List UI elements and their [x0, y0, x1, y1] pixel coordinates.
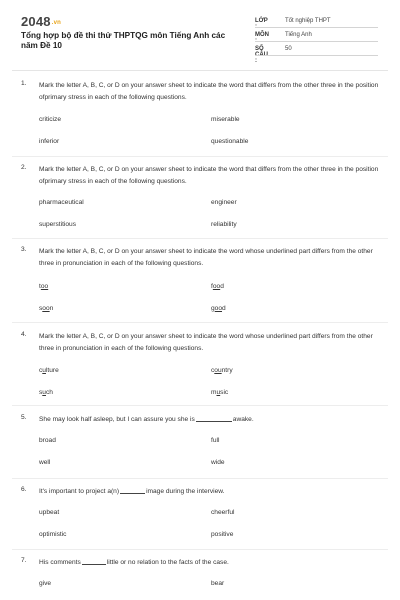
meta-subject-value: Tiếng Anh	[285, 32, 312, 38]
option-text-post: ch	[45, 389, 53, 396]
underlined-part: oo	[42, 305, 50, 312]
underlined-part: u	[42, 389, 46, 396]
option-text-post: d	[220, 283, 224, 290]
option-d[interactable]: questionable	[211, 138, 249, 145]
option-text-pre: m	[211, 389, 217, 396]
option-c[interactable]	[39, 305, 53, 312]
underlined-part: oo	[212, 283, 221, 290]
answer-blank	[196, 421, 232, 422]
underlined-part: ou	[214, 367, 222, 374]
option-b[interactable]: full	[211, 437, 220, 444]
question-number: 6.	[21, 486, 27, 493]
option-b[interactable]: bear	[211, 580, 225, 587]
option-text-pre: c	[211, 367, 215, 374]
option-c[interactable]	[39, 389, 53, 396]
option-a[interactable]	[39, 283, 48, 290]
question-text: Mark the letter A, B, C, or D on your answer sheet to indicate the word whose underlined part differs from the other three in pronunciation in each of the following questions.	[39, 248, 373, 267]
question-text: Mark the letter A, B, C, or D on your answer sheet to indicate the word that differs from the other three in the position ofprimary stress in each of the following questions.	[39, 166, 379, 185]
meta-divider	[255, 55, 378, 56]
meta-class-value: Tốt nghiệp THPT	[285, 18, 331, 24]
header-divider	[12, 70, 388, 71]
option-d[interactable]: positive	[211, 531, 234, 538]
question-text-after-blank: little or no relation to the facts of the case.	[106, 559, 229, 566]
option-a[interactable]: upbeat	[39, 509, 60, 516]
answer-blank	[120, 493, 145, 494]
question-text: Mark the letter A, B, C, or D on your answer sheet to indicate the word that differs from the other three in the position ofprimary stress in each of the following questions.	[39, 82, 379, 101]
option-text-pre: s	[39, 305, 43, 312]
question-number: 2.	[21, 164, 27, 171]
question-number: 7.	[21, 557, 27, 564]
option-text-post: lture	[45, 367, 59, 374]
question-text	[39, 486, 384, 498]
option-text-post: ntry	[221, 367, 233, 374]
option-b[interactable]: engineer	[211, 199, 237, 206]
underlined-part: oo	[214, 305, 223, 312]
option-text-pre: s	[39, 389, 43, 396]
option-a[interactable]: pharmaceutical	[39, 199, 84, 206]
option-text-pre: t	[39, 283, 41, 290]
option-text-post: n	[49, 305, 54, 312]
question-text-before-blank: She may look half asleep, but I can assure you she is	[39, 416, 195, 423]
underlined-part: u	[216, 389, 221, 396]
meta-subject-key: MÔN	[255, 32, 269, 38]
question-divider	[12, 405, 388, 406]
option-text-post: sic	[220, 389, 229, 396]
question-number: 5.	[21, 414, 27, 421]
question-text-after-blank: image during the interview.	[146, 488, 225, 495]
meta-count-value: 50	[285, 46, 292, 52]
option-b[interactable]: miserable	[211, 116, 240, 123]
option-text-pre: f	[211, 283, 213, 290]
underlined-part: oo	[40, 283, 49, 290]
option-d[interactable]: reliability	[211, 221, 237, 228]
question-divider	[12, 478, 388, 479]
option-b[interactable]	[211, 367, 233, 374]
option-d[interactable]	[211, 389, 228, 396]
option-text-pre: g	[211, 305, 215, 312]
question-text-before-blank: It's important to project a(n)	[39, 488, 120, 495]
option-c[interactable]: well	[39, 459, 51, 466]
meta-divider	[255, 41, 378, 42]
document-title: Tổng hợp bộ đề thi thử THPTQG môn Tiếng Anh các năm Đề 10	[21, 31, 226, 50]
logo-main: 2048	[21, 14, 51, 29]
question-number: 4.	[21, 331, 27, 338]
question-text-before-blank: His comments	[39, 559, 81, 566]
option-a[interactable]	[39, 367, 59, 374]
question-number: 1.	[21, 80, 27, 87]
option-d[interactable]: wide	[211, 459, 225, 466]
question-text	[39, 414, 384, 426]
option-b[interactable]: cheerful	[211, 509, 235, 516]
option-d[interactable]	[211, 305, 226, 312]
question-text-after-blank: awake.	[232, 416, 254, 423]
option-a[interactable]: broad	[39, 437, 56, 444]
logo[interactable]	[21, 14, 61, 29]
question-text	[39, 557, 384, 569]
logo-sub: .vn	[51, 20, 62, 26]
meta-divider	[255, 27, 378, 28]
question-divider	[12, 156, 388, 157]
question-divider	[12, 238, 388, 239]
header	[0, 0, 400, 70]
question-divider	[12, 322, 388, 323]
question-number: 3.	[21, 246, 27, 253]
answer-blank	[82, 564, 106, 565]
meta-class-key: LỚP	[255, 18, 268, 24]
option-a[interactable]: criticize	[39, 116, 61, 123]
option-text-post: d	[222, 305, 226, 312]
option-b[interactable]	[211, 283, 224, 290]
option-c[interactable]: superstitious	[39, 221, 77, 228]
question-text: Mark the letter A, B, C, or D on your answer sheet to indicate the word whose underlined part differs from the other three in pronunciation in each of the following questions.	[39, 333, 373, 352]
option-c[interactable]: inferior	[39, 138, 60, 145]
question-divider	[12, 549, 388, 550]
underlined-part: u	[42, 367, 46, 374]
meta-count-key: SỐ :	[255, 46, 264, 64]
option-a[interactable]: give	[39, 580, 52, 587]
option-c[interactable]: optimistic	[39, 531, 67, 538]
option-text-pre: c	[39, 367, 43, 374]
